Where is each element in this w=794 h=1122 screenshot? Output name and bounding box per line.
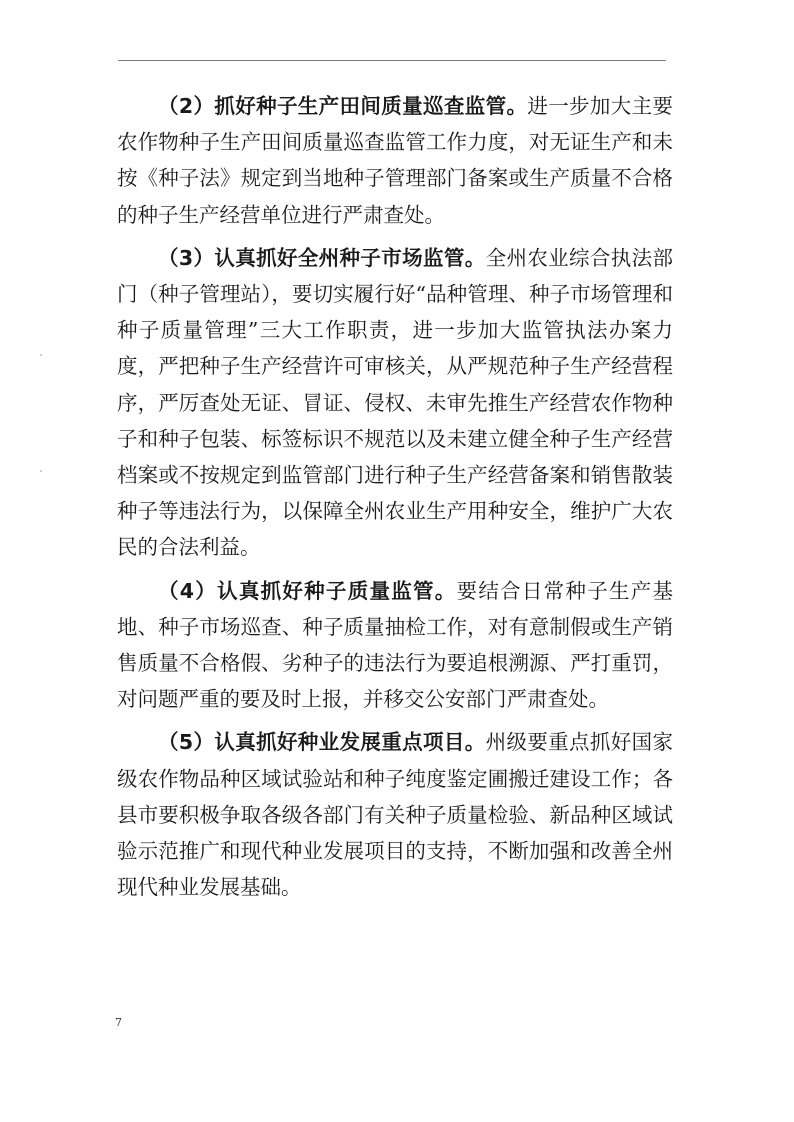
paragraph-seed-quality-supervision [117,573,673,718]
paragraph-text: 全州农业综合执法部门（种子管理站），要切实履行好“品种管理、种子市场管理和种子质量管理”三大工作职责，进一步加大监管执法办案力度，严把种子生产经营许可审核关，从严规范种子生产经营程序，严厉查处无证、冒证、侵权、未审先推生产经营农作物种子和种子包装、标签标识不规范以及未建立健全种子生产经营档案或不按规定到监管部门进行种子生产经营备案和销售散装种子等违法行为，以保障全州农业生产用种安全，维护广大农民的合法利益。 [117,245,674,560]
paragraph-heading: （3）认真抓好全州种子市场监管。 [158,245,486,270]
paragraph-text: 州级要重点抓好国家级农作物品种区域试验站和种子纯度鉴定圃搬迁建设工作；各县市要积极争取各级各部门有关种子质量检验、新品种区域试验示范推广和现代种业发展项目的支持，不断加强和改善全州现代种业发展基础。 [117,730,674,900]
scan-speck [40,470,42,472]
header-rule [118,60,666,61]
paragraph-text: 进一步加大主要农作物种子生产田间质量巡查监管工作力度，对无证生产和未按《种子法》规定到当地种子管理部门备案或生产质量不合格的种子生产经营单位进行严肃查处。 [117,94,674,227]
paragraph-seed-production-inspection [117,88,673,233]
paragraph-heading: （5）认真抓好种业发展重点项目。 [158,730,486,755]
page-number: 7 [115,1016,122,1029]
paragraph-seed-industry-projects [117,724,673,905]
document-body [117,88,673,905]
paragraph-text: 要结合日常种子生产基地、种子市场巡查、种子质量抽检工作，对有意制假或生产销售质量不合格假、劣种子的违法行为要追根溯源、严打重罚，对问题严重的要及时上报，并移交公安部门严肃查处。 [117,578,674,712]
scan-speck [40,354,42,356]
paragraph-heading: （2）抓好种子生产田间质量巡查监管。 [158,94,528,118]
paragraph-seed-market-supervision [117,240,673,566]
paragraph-heading: （4）认真抓好种子质量监管。 [158,578,457,603]
